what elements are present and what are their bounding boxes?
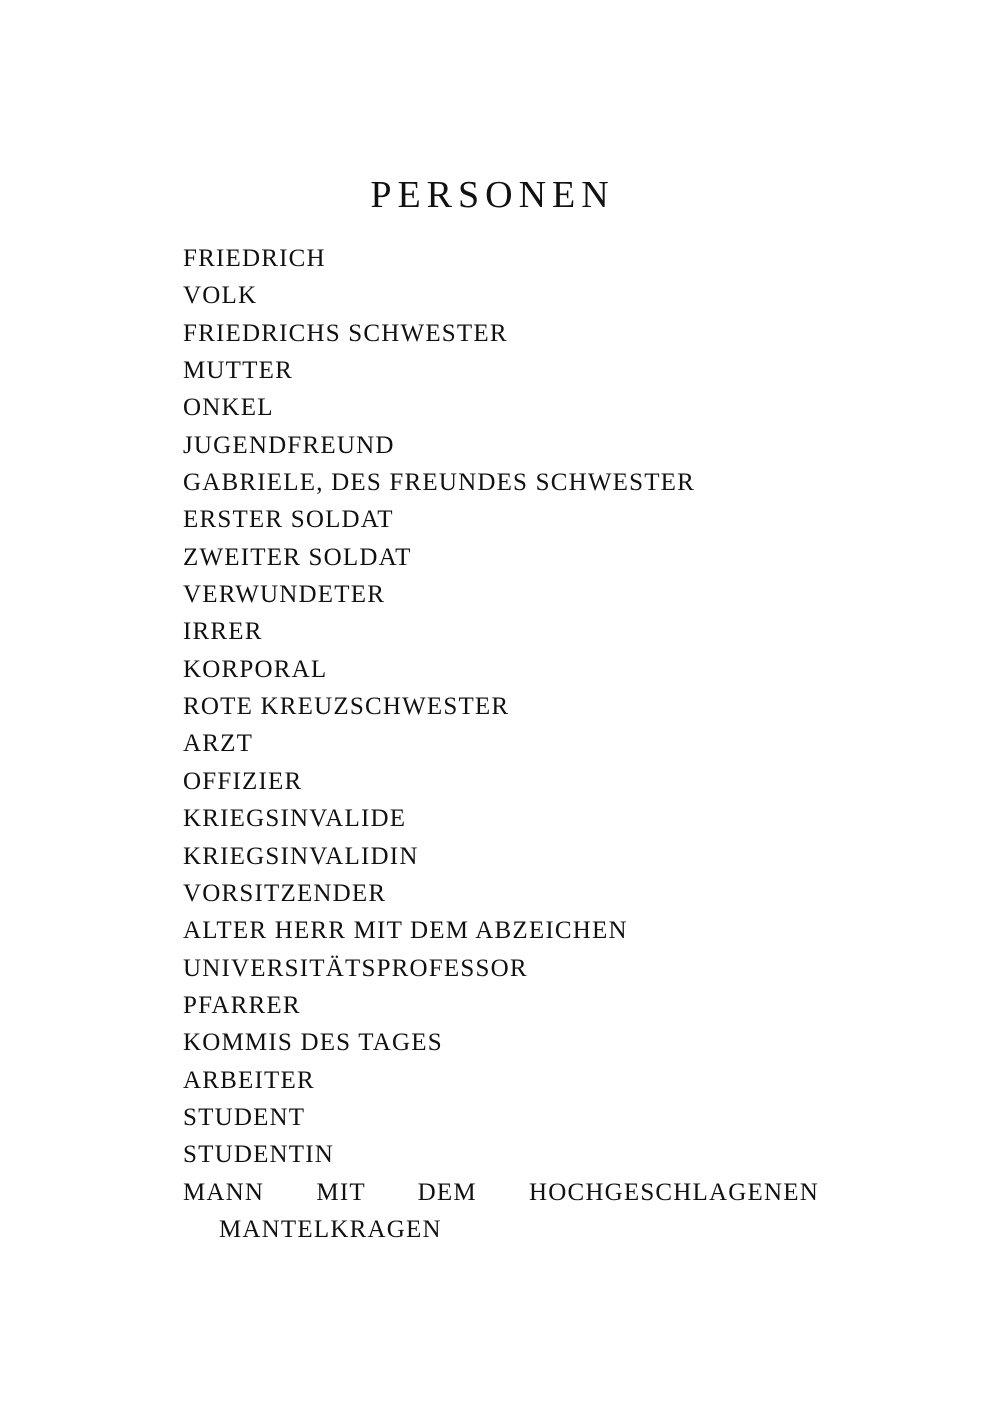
cast-entry: OFFIZIER: [183, 767, 303, 795]
cast-entry: MUTTER: [183, 357, 293, 385]
cast-entry-line-1: MANN MIT DEM HOCHGESCHLAGENEN: [183, 1178, 819, 1206]
cast-entry: KOMMIS DES TAGES: [183, 1029, 443, 1057]
cast-entry: FRIEDRICH: [183, 245, 326, 272]
cast-entry: KRIEGSINVALIDIN: [183, 842, 419, 870]
cast-entry: ROTE KREUZSCHWESTER: [183, 693, 510, 721]
cast-entry: STUDENT: [183, 1103, 306, 1131]
cast-entry: KORPORAL: [183, 655, 328, 683]
page-heading: PERSONEN: [370, 174, 615, 216]
cast-entry: VOLK: [183, 282, 258, 310]
cast-entry: KRIEGSINVALIDE: [183, 805, 407, 833]
cast-entry: ARBEITER: [183, 1066, 315, 1094]
cast-entry: GABRIELE, DES FREUNDES SCHWESTER: [183, 469, 696, 497]
cast-entry: ARZT: [183, 730, 254, 758]
cast-list: [183, 240, 819, 1248]
cast-entry: UNIVERSITÄTSPROFESSOR: [183, 954, 528, 982]
cast-entry-multiline: [183, 1174, 819, 1249]
cast-entry: JUGENDFREUND: [183, 431, 395, 459]
cast-entry: ALTER HERR MIT DEM ABZEICHEN: [183, 917, 628, 945]
cast-entry: VERWUNDETER: [183, 581, 386, 609]
cast-entry: ONKEL: [183, 394, 274, 422]
cast-entry: ZWEITER SOLDAT: [183, 543, 412, 571]
cast-entry: STUDENTIN: [183, 1141, 335, 1169]
cast-entry: ERSTER SOLDAT: [183, 506, 394, 534]
cast-entry: FRIEDRICHS SCHWESTER: [183, 319, 508, 347]
cast-entry-line-2: MANTELKRAGEN: [219, 1215, 442, 1243]
cast-entry: IRRER: [183, 618, 263, 646]
cast-entry: PFARRER: [183, 991, 301, 1019]
cast-entry: VORSITZENDER: [183, 879, 387, 907]
